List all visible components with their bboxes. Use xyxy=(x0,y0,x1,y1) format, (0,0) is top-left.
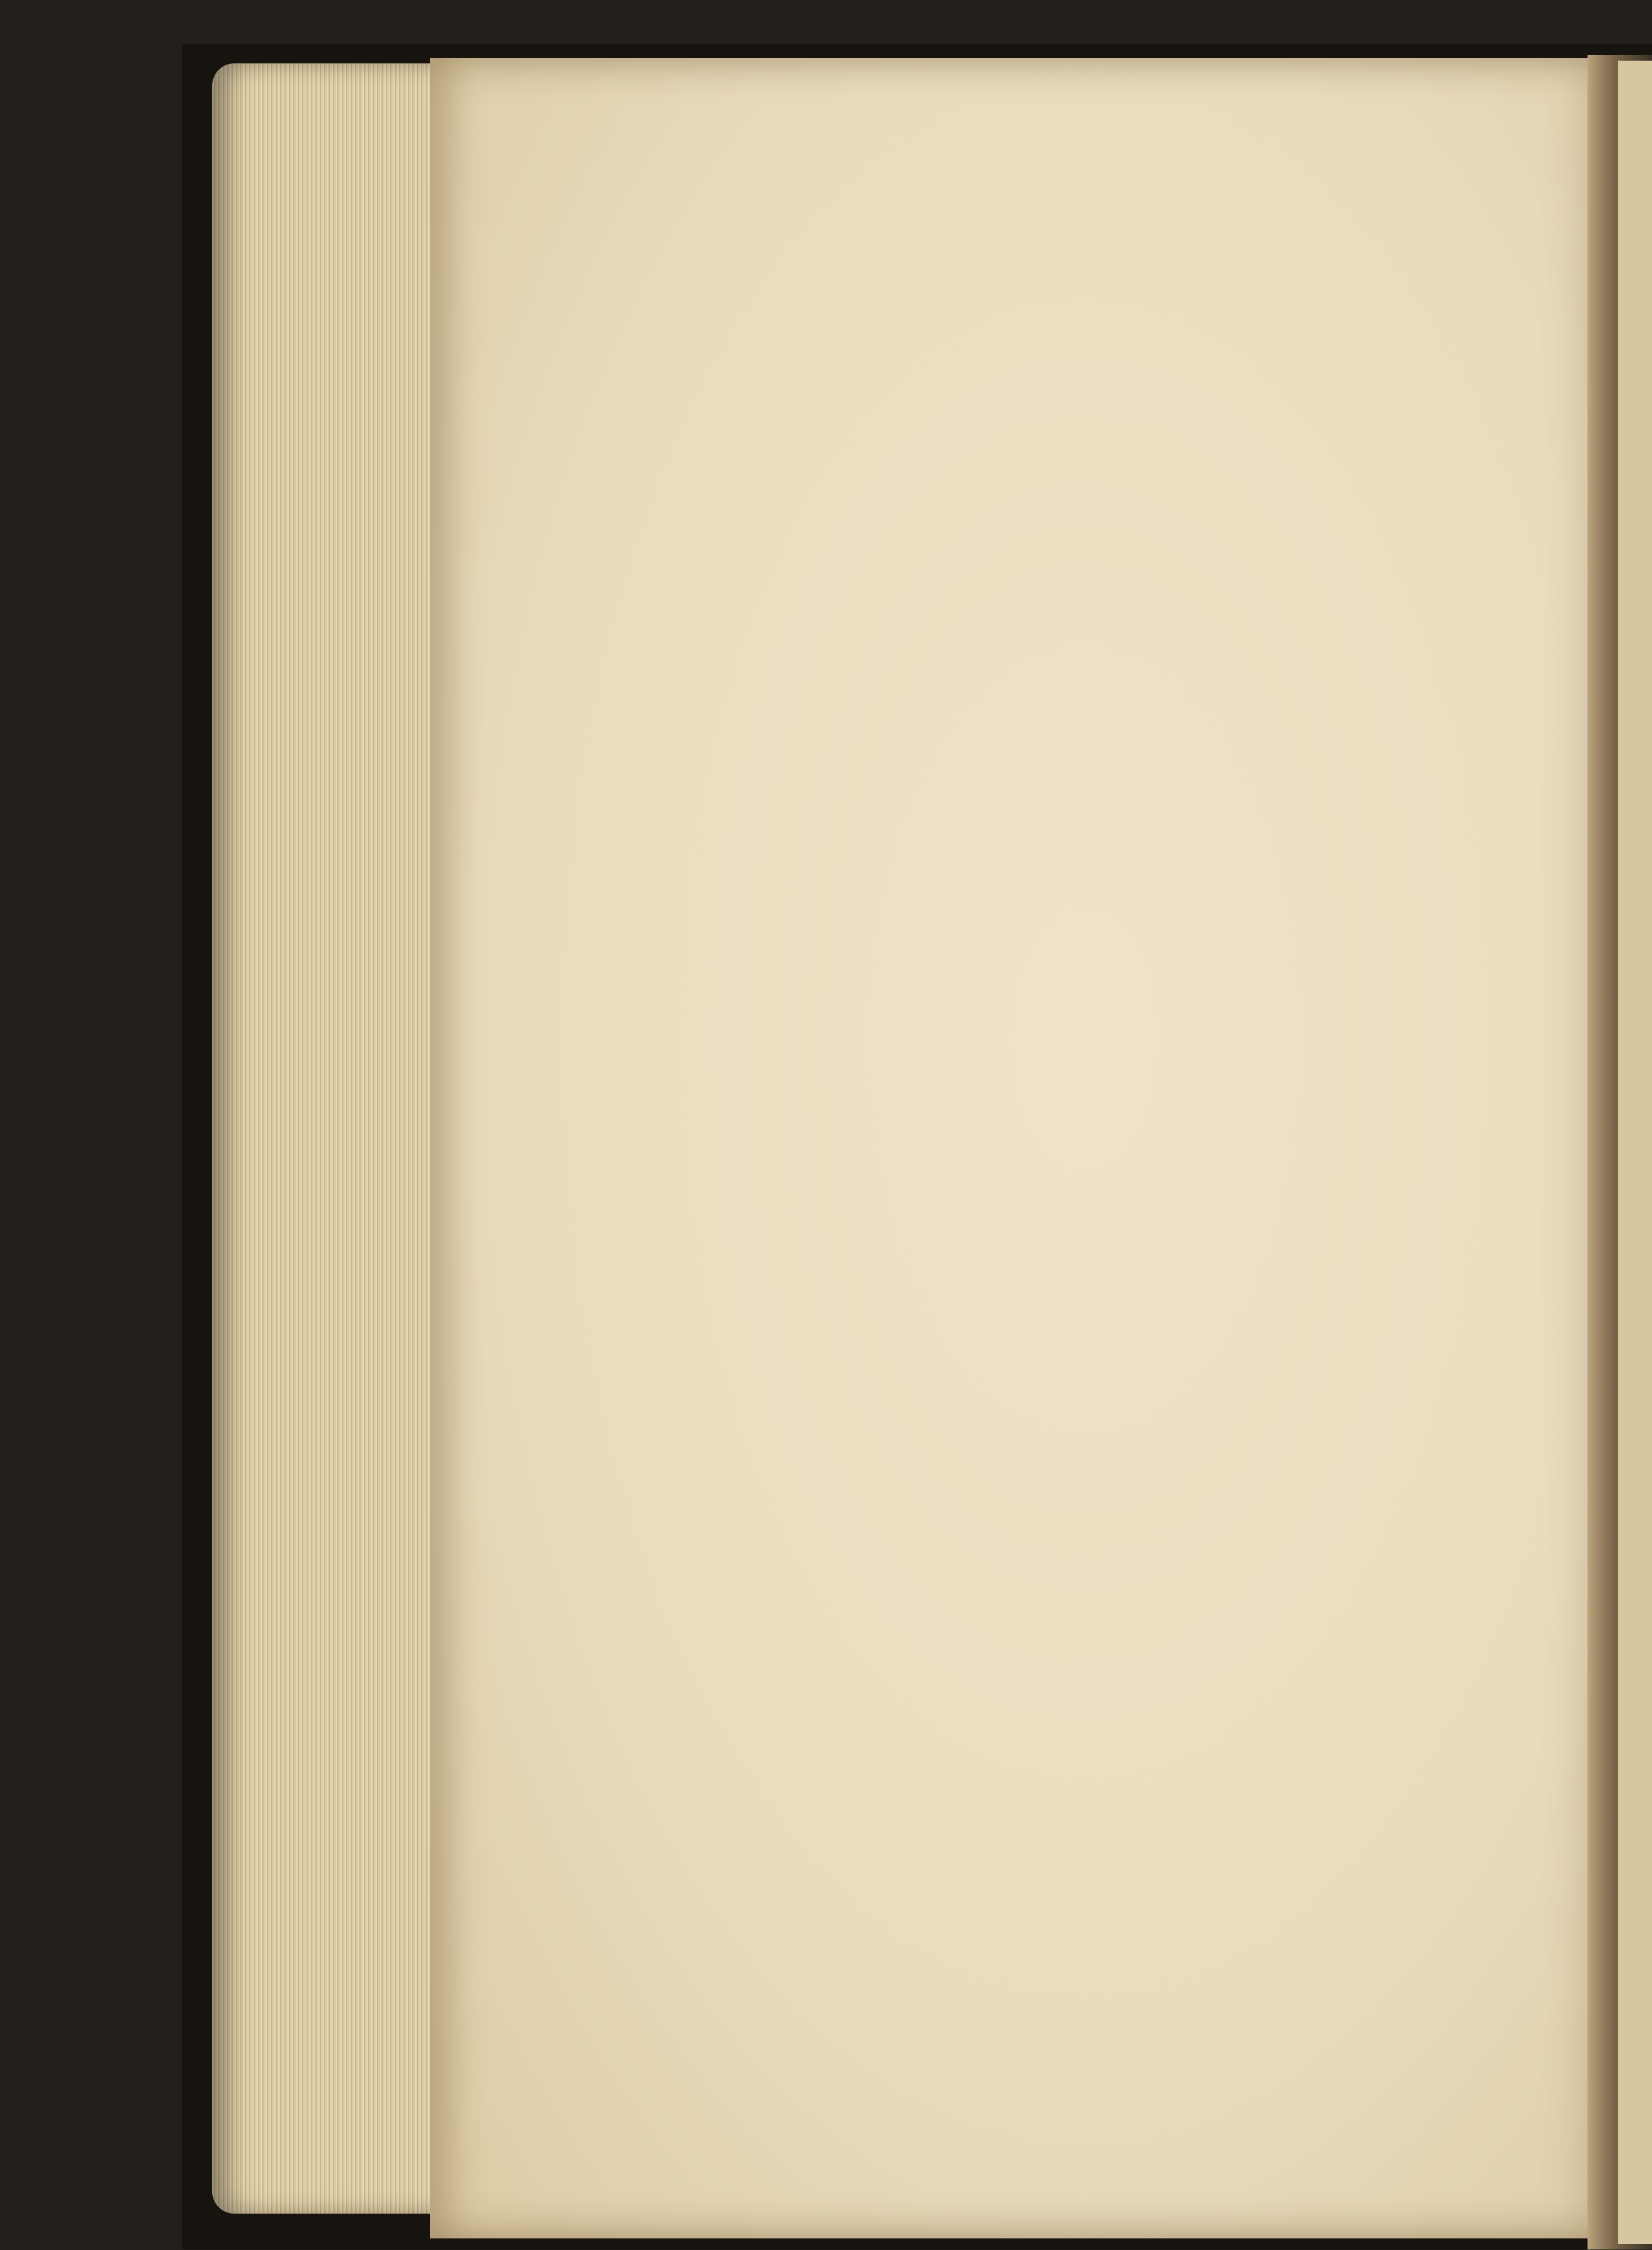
book-page xyxy=(430,58,1621,2238)
facing-page-edge xyxy=(1618,61,1652,2244)
page-edges xyxy=(212,63,444,2214)
running-head xyxy=(639,207,1593,256)
